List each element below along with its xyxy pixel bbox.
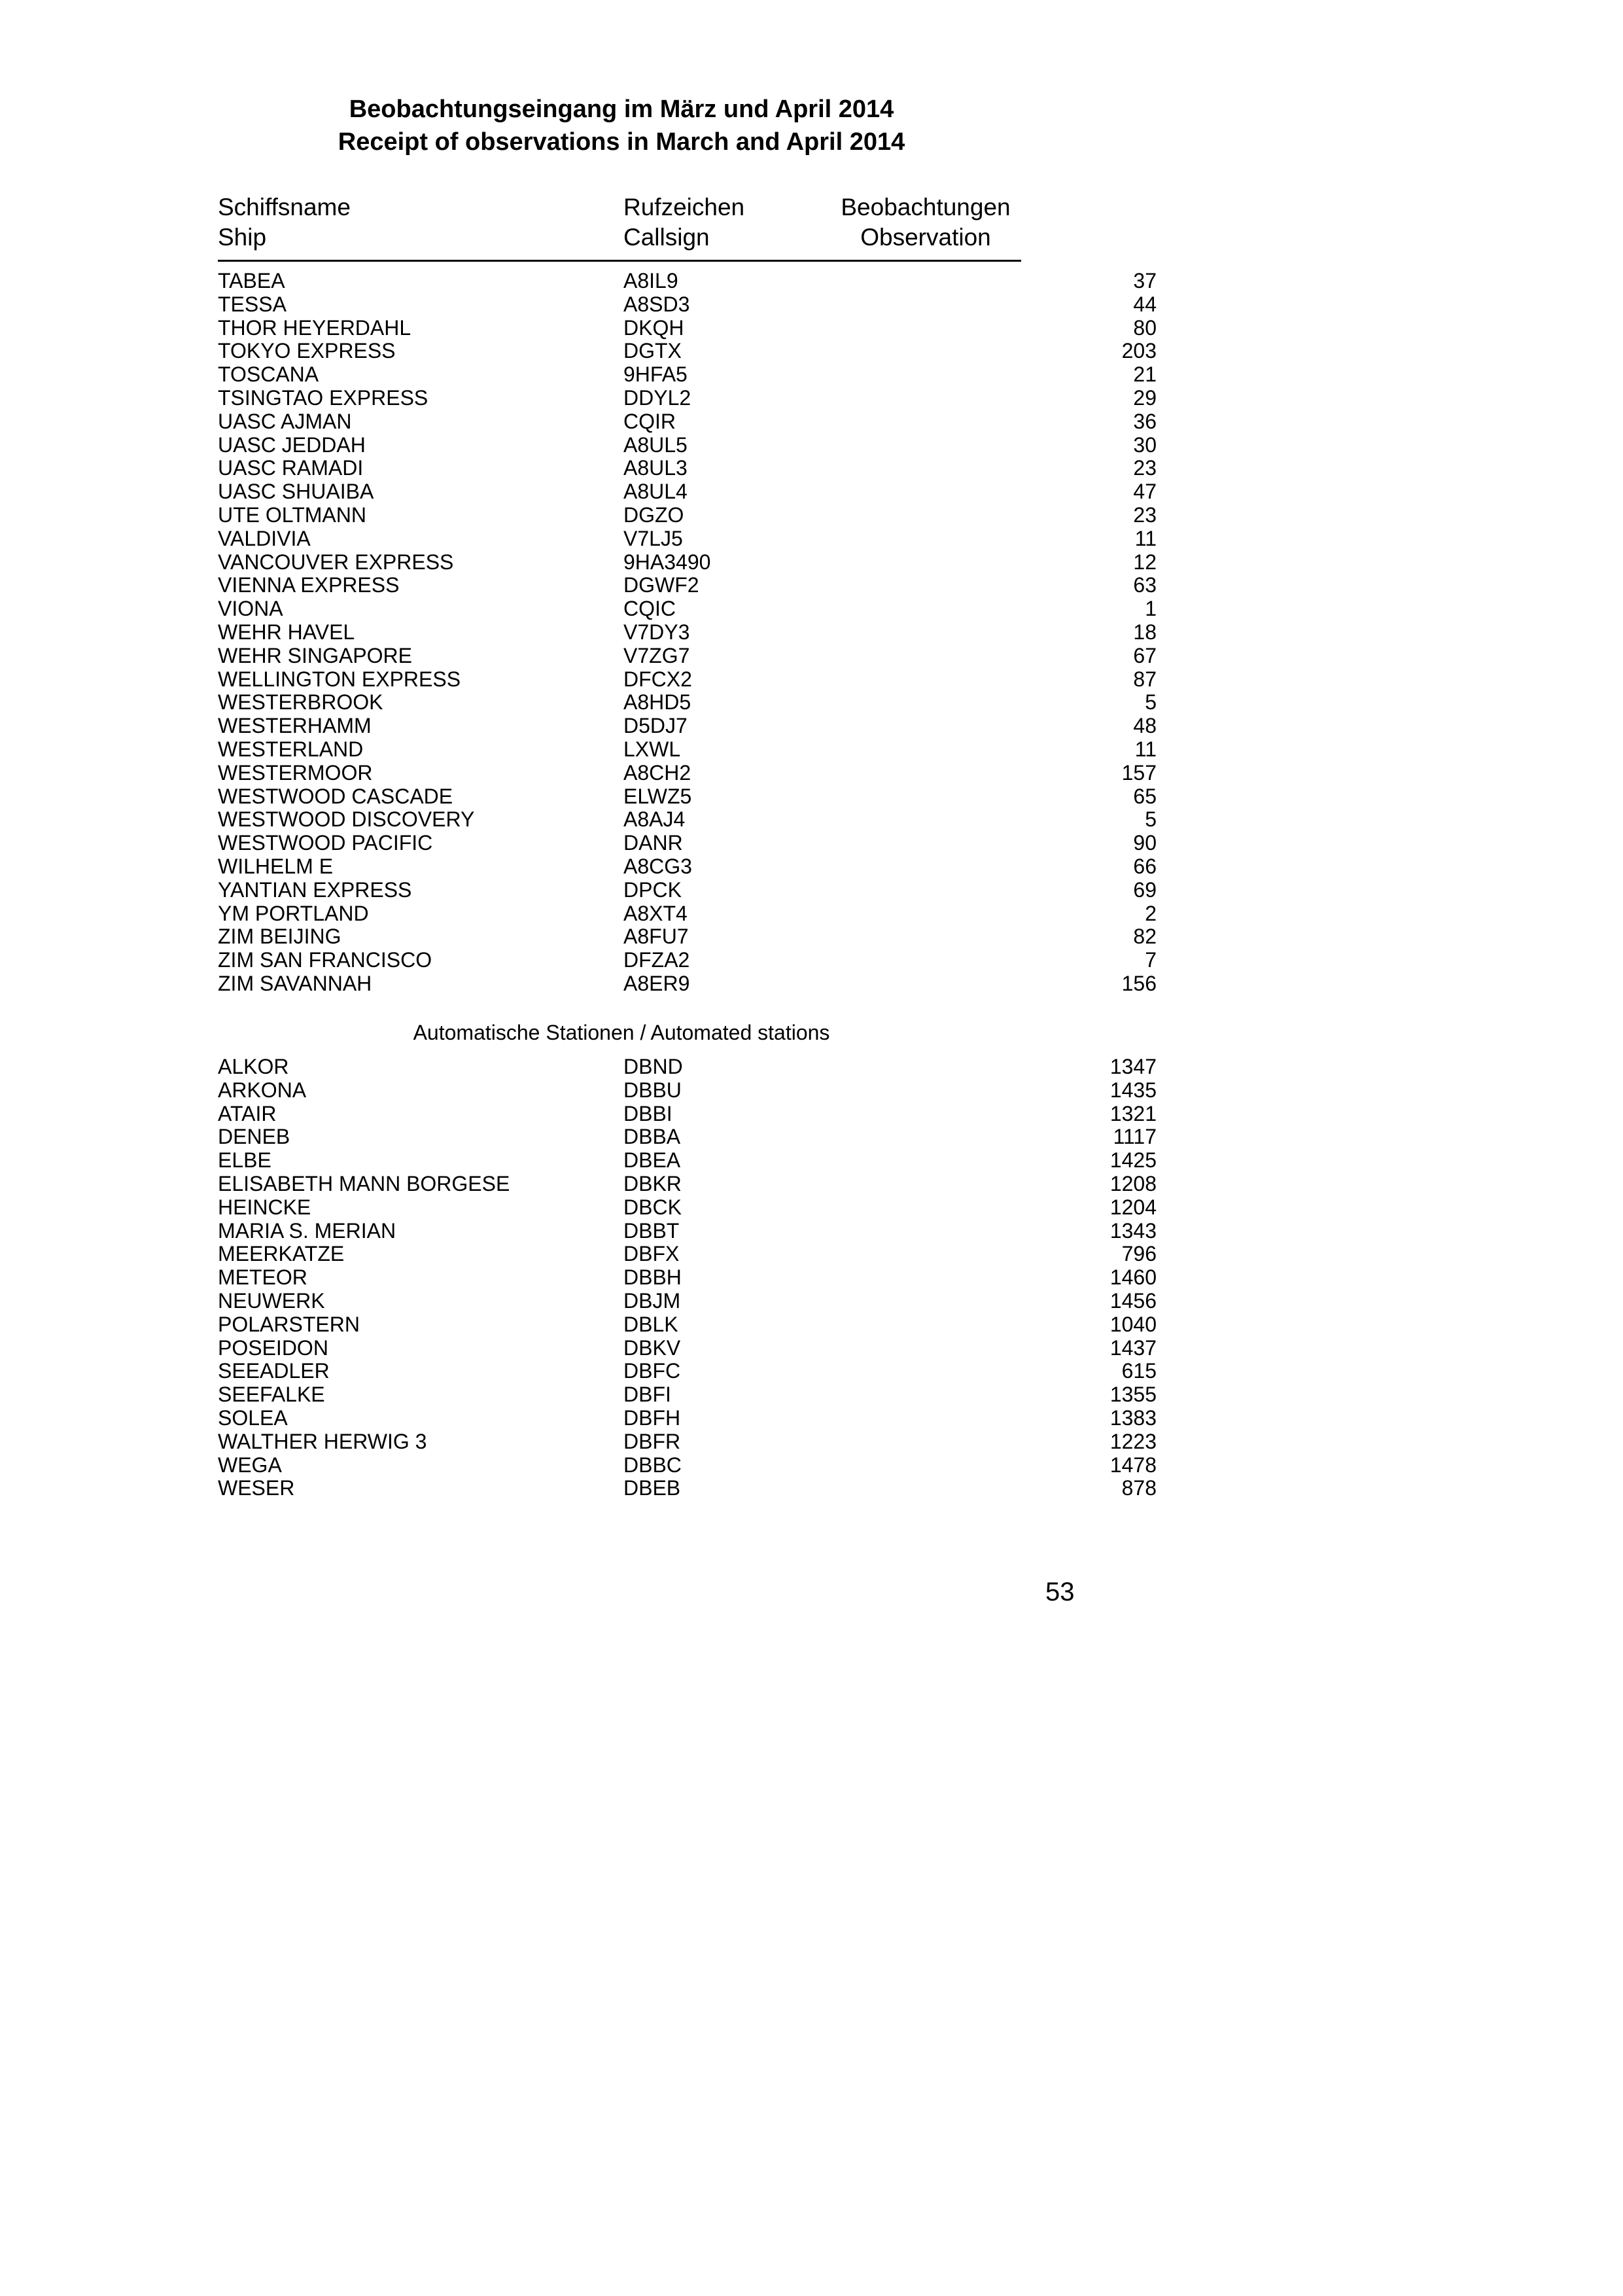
callsign-cell: LXWL	[623, 737, 681, 761]
ship-name-cell: TABEA	[218, 269, 285, 292]
observation-count-cell: 80	[1133, 315, 1157, 340]
observation-count-cell: 23	[1133, 456, 1157, 480]
column-header-observation-de: Beobachtungen	[841, 194, 1011, 221]
callsign-cell: DBEB	[623, 1476, 681, 1500]
ship-name-cell: YM PORTLAND	[218, 901, 369, 925]
table-row	[218, 433, 1157, 457]
callsign-cell: DBCK	[623, 1195, 682, 1219]
callsign-cell: A8XT4	[623, 901, 688, 925]
callsign-cell: DBEA	[623, 1148, 681, 1173]
observation-count-cell: 5	[1145, 807, 1157, 832]
callsign-cell: A8FU7	[623, 925, 689, 949]
table-row	[218, 877, 1157, 902]
ship-name-cell: TESSA	[218, 292, 287, 316]
observation-count-cell: 65	[1133, 784, 1157, 808]
table-row	[218, 1405, 1157, 1430]
table-row	[218, 1476, 1157, 1500]
observation-count-cell: 156	[1121, 971, 1157, 995]
ship-name-cell: WESTWOOD CASCADE	[218, 784, 453, 808]
observation-count-cell: 12	[1133, 550, 1157, 574]
ship-name-cell: ZIM SAVANNAH	[218, 971, 372, 995]
table-row	[218, 362, 1157, 387]
observation-count-cell: 18	[1133, 620, 1157, 644]
callsign-cell: DANR	[623, 831, 683, 855]
callsign-cell: ELWZ5	[623, 784, 692, 808]
page-subtitle: Receipt of observations in March and April 2014	[338, 128, 905, 156]
ship-name-cell: WILHELM E	[218, 854, 334, 878]
callsign-cell: A8CH2	[623, 760, 691, 785]
ship-name-cell: THOR HEYERDAHL	[218, 315, 411, 340]
ship-name-cell: SOLEA	[218, 1405, 288, 1430]
ship-name-cell: METEOR	[218, 1265, 307, 1290]
callsign-cell: DBBI	[623, 1101, 672, 1125]
observation-count-cell: 1460	[1109, 1265, 1157, 1290]
table-row	[218, 550, 1157, 574]
ship-name-cell: MARIA S. MERIAN	[218, 1218, 396, 1243]
observation-count-cell: 1437	[1109, 1335, 1157, 1360]
observation-count-cell: 82	[1133, 925, 1157, 949]
observation-count-cell: 1040	[1109, 1312, 1157, 1336]
table-row	[218, 1078, 1157, 1103]
callsign-cell: DBBU	[623, 1078, 682, 1102]
callsign-cell: DBBA	[623, 1125, 681, 1149]
ship-name-cell: WESTERBROOK	[218, 690, 383, 715]
table-row	[218, 573, 1157, 597]
observation-count-cell: 157	[1121, 760, 1157, 785]
observation-count-cell: 1355	[1109, 1383, 1157, 1407]
table-row	[218, 901, 1157, 926]
ship-name-cell: POSEIDON	[218, 1335, 328, 1360]
observation-count-cell: 36	[1133, 409, 1157, 433]
table-row	[218, 597, 1157, 621]
ship-name-cell: WALTHER HERWIG 3	[218, 1429, 427, 1453]
callsign-cell: DBBT	[623, 1218, 680, 1243]
table-row	[218, 1288, 1157, 1313]
table-row	[218, 1265, 1157, 1290]
callsign-cell: DPCK	[623, 877, 682, 902]
callsign-cell: A8SD3	[623, 292, 690, 316]
ship-name-cell: SEEADLER	[218, 1359, 330, 1383]
ship-name-cell: ZIM BEIJING	[218, 925, 341, 949]
observation-count-cell: 1223	[1109, 1429, 1157, 1453]
observation-count-cell: 7	[1145, 948, 1157, 972]
observation-count-cell: 5	[1145, 690, 1157, 715]
observation-count-cell: 90	[1133, 831, 1157, 855]
table-row	[218, 690, 1157, 715]
observation-count-cell: 44	[1133, 292, 1157, 316]
observation-count-cell: 796	[1121, 1242, 1157, 1266]
table-row	[218, 831, 1157, 855]
table-row	[218, 409, 1157, 434]
observation-count-cell: 37	[1133, 269, 1157, 292]
table-row	[218, 1195, 1157, 1220]
automated-stations-label: Automatische Stationen / Automated stations	[413, 1021, 830, 1044]
observation-count-cell: 11	[1134, 737, 1157, 761]
ship-name-cell: POLARSTERN	[218, 1312, 360, 1336]
callsign-cell: DBND	[623, 1055, 683, 1078]
callsign-cell: DGTX	[623, 339, 682, 363]
callsign-cell: 9HA3490	[623, 550, 711, 574]
callsign-cell: DBLK	[623, 1312, 678, 1336]
ship-name-cell: WEHR HAVEL	[218, 620, 355, 644]
callsign-cell: DBFC	[623, 1359, 681, 1383]
ship-name-cell: TOSCANA	[218, 362, 319, 387]
observation-count-cell: 48	[1133, 714, 1157, 738]
callsign-cell: A8UL3	[623, 456, 688, 480]
callsign-cell: A8ER9	[623, 971, 690, 995]
table-row	[218, 503, 1157, 527]
ship-name-cell: TSINGTAO EXPRESS	[218, 385, 428, 410]
table-row	[218, 807, 1157, 832]
observation-count-cell: 203	[1121, 339, 1157, 363]
observation-count-cell: 30	[1133, 433, 1157, 457]
observation-count-cell: 1321	[1109, 1101, 1157, 1125]
callsign-cell: DBFH	[623, 1405, 681, 1430]
ship-name-cell: ZIM SAN FRANCISCO	[218, 948, 432, 972]
ship-name-cell: WELLINGTON EXPRESS	[218, 667, 461, 691]
observation-count-cell: 1343	[1109, 1218, 1157, 1243]
ship-name-cell: WEGA	[218, 1453, 282, 1477]
ship-name-cell: VANCOUVER EXPRESS	[218, 550, 454, 574]
observation-count-cell: 21	[1133, 362, 1157, 387]
ship-name-cell: UASC SHUAIBA	[218, 480, 374, 504]
ship-name-cell: WESTERLAND	[218, 737, 364, 761]
observation-count-cell: 29	[1133, 385, 1157, 410]
table-row	[218, 292, 1157, 317]
ship-name-cell: WESTWOOD PACIFIC	[218, 831, 433, 855]
callsign-cell: A8HD5	[623, 690, 691, 715]
table-row	[218, 1101, 1157, 1126]
callsign-cell: CQIC	[623, 597, 676, 621]
table-row	[218, 339, 1157, 363]
table-row	[218, 784, 1157, 809]
automated-stations-table	[218, 1055, 1157, 1500]
observation-count-cell: 1347	[1109, 1055, 1157, 1078]
ship-name-cell: ELISABETH MANN BORGESE	[218, 1171, 510, 1195]
callsign-cell: DGWF2	[623, 573, 699, 597]
ship-name-cell: TOKYO EXPRESS	[218, 339, 396, 363]
observation-count-cell: 1478	[1109, 1453, 1157, 1477]
callsign-cell: DBJM	[623, 1288, 681, 1313]
observation-count-cell: 1383	[1109, 1405, 1157, 1430]
table-row	[218, 1383, 1157, 1407]
table-row	[218, 854, 1157, 879]
callsign-cell: DBKV	[623, 1335, 681, 1360]
ship-name-cell: UASC RAMADI	[218, 456, 364, 480]
table-row	[218, 948, 1157, 972]
ship-name-cell: MEERKATZE	[218, 1242, 345, 1266]
observation-count-cell: 1425	[1109, 1148, 1157, 1173]
ship-name-cell: YANTIAN EXPRESS	[218, 877, 412, 902]
table-row	[218, 643, 1157, 668]
column-header-observation	[837, 192, 1014, 253]
ship-name-cell: VIONA	[218, 597, 283, 621]
page-number: 53	[1045, 1578, 1075, 1606]
ship-name-cell: WESER	[218, 1476, 295, 1500]
observation-count-cell: 66	[1133, 854, 1157, 878]
ship-name-cell: UASC AJMAN	[218, 409, 352, 433]
ship-name-cell: DENEB	[218, 1125, 290, 1149]
ship-name-cell: WESTERHAMM	[218, 714, 372, 738]
ship-name-cell: WESTWOOD DISCOVERY	[218, 807, 475, 832]
table-row	[218, 620, 1157, 645]
column-header-callsign-en: Callsign	[623, 224, 710, 251]
callsign-cell: DBBC	[623, 1453, 682, 1477]
ship-name-cell: VALDIVIA	[218, 526, 311, 550]
callsign-cell: A8AJ4	[623, 807, 686, 832]
callsign-cell: V7ZG7	[623, 643, 690, 667]
observation-count-cell: 878	[1121, 1476, 1157, 1500]
ship-name-cell: UTE OLTMANN	[218, 503, 366, 527]
observation-count-cell: 23	[1133, 503, 1157, 527]
callsign-cell: DBKR	[623, 1171, 682, 1195]
table-row	[218, 1242, 1157, 1266]
table-row	[218, 1171, 1157, 1196]
column-header-callsign	[623, 192, 744, 253]
table-row	[218, 714, 1157, 738]
table-row	[218, 1429, 1157, 1454]
column-header-ship-de: Schiffsname	[218, 194, 351, 221]
callsign-cell: 9HFA5	[623, 362, 688, 387]
column-header-callsign-de: Rufzeichen	[623, 194, 745, 221]
table-row	[218, 480, 1157, 504]
observation-count-cell: 1117	[1113, 1125, 1157, 1149]
table-row	[218, 1218, 1157, 1243]
table-row	[218, 737, 1157, 762]
table-row	[218, 315, 1157, 340]
column-header-observation-en: Observation	[860, 224, 991, 251]
page-title: Beobachtungseingang im März und April 2014	[349, 96, 894, 123]
table-row	[218, 925, 1157, 949]
ship-name-cell: ELBE	[218, 1148, 271, 1173]
observation-count-cell: 87	[1133, 667, 1157, 691]
callsign-cell: A8UL4	[623, 480, 688, 504]
table-row	[218, 760, 1157, 785]
ship-name-cell: WEHR SINGAPORE	[218, 643, 412, 667]
callsign-cell: V7LJ5	[623, 526, 683, 550]
table-row	[218, 1055, 1157, 1079]
callsign-cell: CQIR	[623, 409, 676, 433]
observation-count-cell: 1208	[1109, 1171, 1157, 1195]
table-row	[218, 1359, 1157, 1383]
observation-count-cell: 67	[1133, 643, 1157, 667]
ship-name-cell: NEUWERK	[218, 1288, 325, 1313]
callsign-cell: DBFI	[623, 1383, 671, 1407]
ship-name-cell: SEEFALKE	[218, 1383, 325, 1407]
table-row	[218, 456, 1157, 480]
observation-count-cell: 1456	[1109, 1288, 1157, 1313]
table-row	[218, 1125, 1157, 1149]
callsign-cell: A8CG3	[623, 854, 692, 878]
ships-table	[218, 269, 1157, 996]
table-row	[218, 1453, 1157, 1477]
table-row	[218, 1312, 1157, 1337]
callsign-cell: A8IL9	[623, 269, 678, 292]
table-row	[218, 667, 1157, 692]
ship-name-cell: HEINCKE	[218, 1195, 311, 1219]
table-row	[218, 971, 1157, 996]
callsign-cell: DFCX2	[623, 667, 692, 691]
callsign-cell: DKQH	[623, 315, 684, 340]
observation-count-cell: 1204	[1109, 1195, 1157, 1219]
callsign-cell: V7DY3	[623, 620, 690, 644]
ship-name-cell: UASC JEDDAH	[218, 433, 366, 457]
callsign-cell: DBFR	[623, 1429, 681, 1453]
ship-name-cell: VIENNA EXPRESS	[218, 573, 400, 597]
table-row	[218, 269, 1157, 293]
observation-count-cell: 47	[1133, 480, 1157, 504]
ship-name-cell: WESTERMOOR	[218, 760, 373, 785]
table-row	[218, 526, 1157, 551]
ship-name-cell: ALKOR	[218, 1055, 289, 1078]
callsign-cell: DDYL2	[623, 385, 691, 410]
observation-count-cell: 11	[1134, 526, 1157, 550]
observation-count-cell: 2	[1145, 901, 1157, 925]
observation-count-cell: 1	[1145, 597, 1157, 621]
observation-count-cell: 63	[1133, 573, 1157, 597]
ship-name-cell: ARKONA	[218, 1078, 307, 1102]
table-row	[218, 385, 1157, 410]
column-header-ship-en: Ship	[218, 224, 267, 251]
callsign-cell: D5DJ7	[623, 714, 688, 738]
ship-name-cell: ATAIR	[218, 1101, 277, 1125]
observation-count-cell: 69	[1133, 877, 1157, 902]
callsign-cell: DBFX	[623, 1242, 680, 1266]
column-header-ship	[218, 192, 351, 253]
observation-count-cell: 615	[1121, 1359, 1157, 1383]
callsign-cell: DFZA2	[623, 948, 690, 972]
table-row	[218, 1148, 1157, 1173]
callsign-cell: DBBH	[623, 1265, 682, 1290]
observation-count-cell: 1435	[1109, 1078, 1157, 1102]
table-row	[218, 1335, 1157, 1360]
callsign-cell: A8UL5	[623, 433, 688, 457]
header-divider	[218, 260, 1021, 262]
callsign-cell: DGZO	[623, 503, 684, 527]
